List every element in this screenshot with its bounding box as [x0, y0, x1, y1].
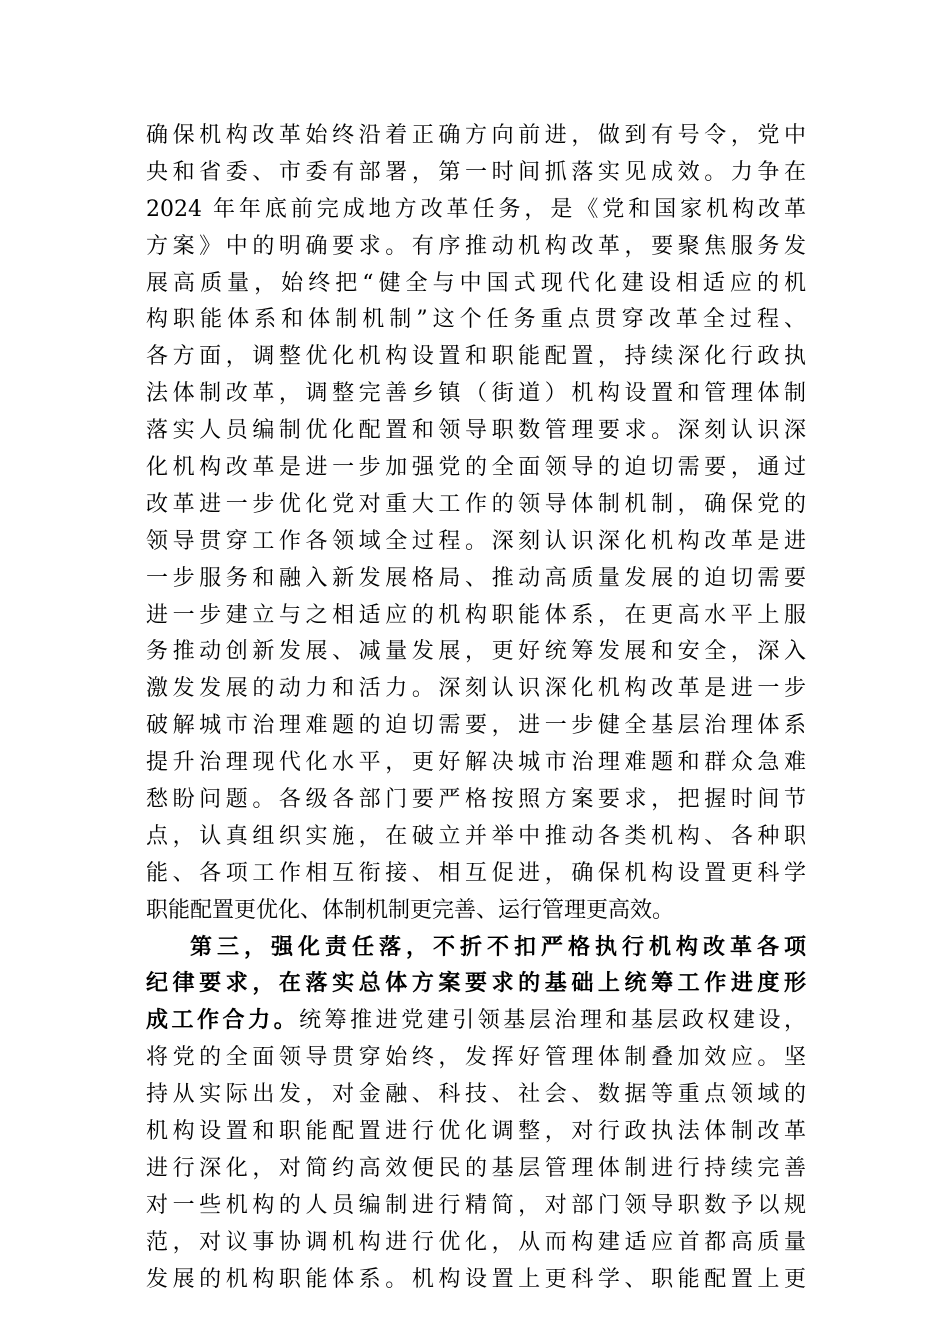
text-line: 确保机构改革始终沿着正确方向前进，做到有号令，党中 [146, 123, 806, 148]
text-line: 激发发展的动力和活力。深刻认识深化机构改革是进一步 [146, 676, 806, 702]
text-line: 进行深化，对简约高效便民的基层管理体制进行持续完善 [146, 1155, 806, 1181]
text-line: 改革进一步优化党对重大工作的领导体制机制，确保党的 [146, 491, 806, 517]
text-line: 2024 年年底前完成地方改革任务，是《党和国家机构改革 [146, 196, 806, 222]
text-line: 机构设置和职能配置进行优化调整，对行政执法体制改革 [146, 1119, 806, 1145]
text-line: 进一步建立与之相适应的机构职能体系，在更高水平上服 [146, 602, 806, 628]
text-line: 将党的全面领导贯穿始终，发挥好管理体制叠加效应。坚 [146, 1045, 806, 1071]
text-line: 领导贯穿工作各领域全过程。深刻认识深化机构改革是进 [146, 528, 806, 554]
text-line: 破解城市治理难题的迫切需要，进一步健全基层治理体系 [146, 713, 806, 739]
text-line: 范，对议事协调机构进行优化，从而构建适应首都高质量 [146, 1229, 806, 1255]
text-segment: 统筹推进党建引领基层治理和基层政权建设， [299, 1008, 806, 1034]
body-text [146, 118, 806, 1299]
text-line: 构职能体系和体制机制”这个任务重点贯穿改革全过程、 [146, 307, 806, 333]
section-heading-end: 成工作合力。 [146, 1008, 300, 1034]
text-line: 各方面，调整优化机构设置和职能配置，持续深化行政执 [146, 344, 806, 370]
text-line: 央和省委、市委有部署，第一时间抓落实见成效。力争在 [146, 159, 806, 185]
text-line: 持从实际出发，对金融、科技、社会、数据等重点领域的 [146, 1082, 806, 1108]
text-line: 一步服务和融入新发展格局、推动高质量发展的迫切需要 [146, 565, 806, 591]
text-line: 对一些机构的人员编制进行精简，对部门领导职数予以规 [146, 1192, 806, 1218]
text-line: 能、各项工作相互衔接、相互促进，确保机构设置更科学 [146, 860, 806, 886]
text-line: 法体制改革，调整完善乡镇（街道）机构设置和管理体制 [146, 381, 806, 407]
section-heading-line: 第三，强化责任落，不折不扣严格执行机构改革各项 [190, 934, 806, 960]
text-line: 发展的机构职能体系。机构设置上更科学、职能配置上更 [146, 1266, 806, 1292]
text-line: 职能配置更优化、体制机制更完善、运行管理更高效。 [146, 897, 675, 923]
text-line: 方案》中的明确要求。有序推动机构改革，要聚焦服务发 [146, 233, 806, 259]
text-line: 提升治理现代化水平，更好解决城市治理难题和群众急难 [146, 750, 806, 776]
mixed-text-line [146, 1003, 806, 1040]
section-heading-line: 纪律要求，在落实总体方案要求的基础上统筹工作进度形 [146, 971, 806, 997]
text-line: 化机构改革是进一步加强党的全面领导的迫切需要，通过 [146, 455, 806, 481]
text-line: 点，认真组织实施，在破立并举中推动各类机构、各种职 [146, 823, 806, 849]
text-line: 展高质量，始终把“健全与中国式现代化建设相适应的机 [146, 270, 806, 296]
text-line: 愁盼问题。各级各部门要严格按照方案要求，把握时间节 [146, 787, 806, 813]
text-line: 落实人员编制优化配置和领导职数管理要求。深刻认识深 [146, 418, 806, 444]
text-line: 务推动创新发展、减量发展，更好统筹发展和安全，深入 [146, 639, 806, 665]
